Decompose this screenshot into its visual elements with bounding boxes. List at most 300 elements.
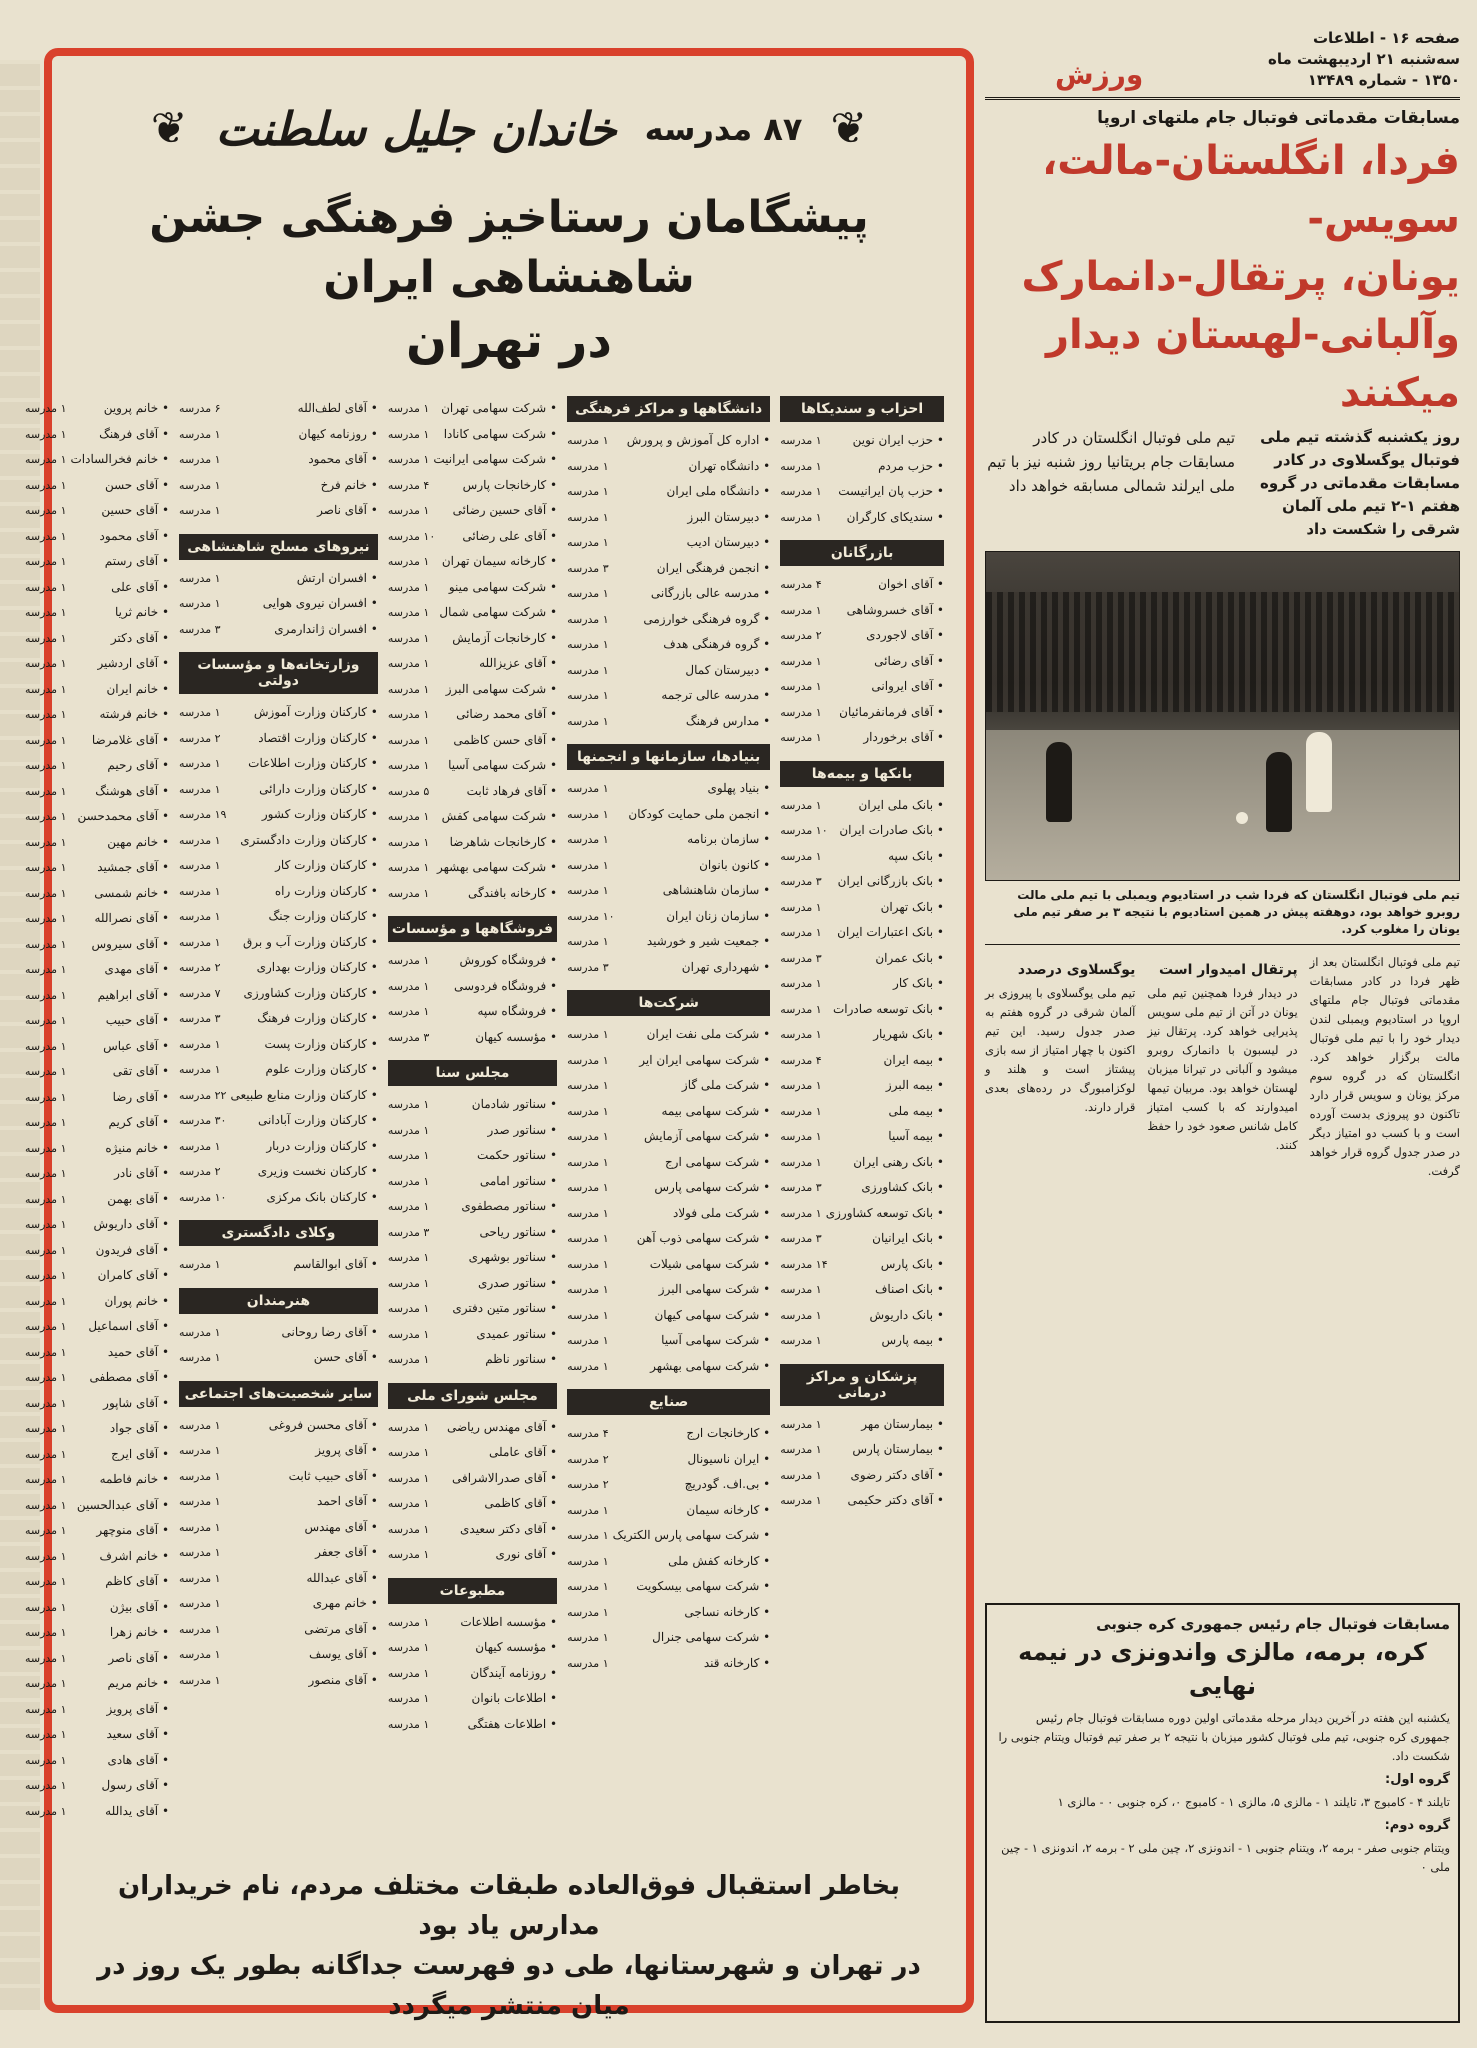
donor-entry xyxy=(25,1544,169,1570)
donor-name: • فروشگاه کوروش xyxy=(459,948,557,974)
donor-entry xyxy=(25,1238,169,1264)
donor-name: • انجمن فرهنگی ایران xyxy=(657,556,770,582)
donor-entry xyxy=(567,530,770,556)
school-quantity: ۱ مدرسه xyxy=(179,782,221,796)
donor-name: • کارکنان نخست وزیری xyxy=(258,1159,378,1185)
school-quantity: ۱۹ مدرسه xyxy=(179,808,227,821)
donor-name: • کارخانجات پارس xyxy=(463,473,557,499)
category-heading: مجلس شورای ملی xyxy=(388,1383,557,1409)
school-quantity: ۱ مدرسه xyxy=(780,1283,822,1296)
school-quantity: ۱ مدرسه xyxy=(567,434,609,447)
donor-entry xyxy=(388,1466,557,1492)
donor-entry xyxy=(567,1625,770,1651)
donor-name: • بانک ملی ایران xyxy=(859,793,944,819)
lead-text: روز یکشنبه گذشته تیم ملی فوتبال یوگسلاوی در کادر مسابقات مقدماتی در گروه هفتم ۱-۲ تیم ملی آلمان شرقی را شکست داد xyxy=(1259,428,1460,538)
donor-name: • آقای مهدی xyxy=(105,957,170,983)
school-quantity: ۱ مدرسه xyxy=(387,1251,430,1264)
donor-name: • خانم ایران xyxy=(106,677,169,703)
school-quantity: ۱ مدرسه xyxy=(387,504,430,517)
school-quantity: ۱ مدرسه xyxy=(24,529,67,543)
school-quantity: ۱ مدرسه xyxy=(567,1529,609,1542)
donor-entry xyxy=(179,1006,378,1032)
school-quantity: ۱ مدرسه xyxy=(179,1597,221,1610)
donor-name: • آقای هادی xyxy=(107,1748,169,1774)
donor-entry xyxy=(25,1136,169,1162)
donor-entry xyxy=(179,1438,378,1464)
donor-entry xyxy=(388,855,557,881)
donor-name: • خانم مهری xyxy=(313,1591,378,1617)
donor-name: • سناتور شادمان xyxy=(472,1092,557,1118)
donor-name: • سناتور مصطفوی xyxy=(461,1194,557,1220)
school-quantity: ۱ مدرسه xyxy=(567,1503,609,1517)
donor-name: • بانک سپه xyxy=(888,844,944,870)
donor-entry xyxy=(567,878,770,904)
donor-name: • آقای داریوش xyxy=(94,1212,170,1238)
donor-name: • فروشگاه فردوسی xyxy=(454,974,557,1000)
lead-subtext: تیم ملی فوتبال انگلستان در کادر مسابقات جام بریتانیا روز شنبه نیز با تیم ملی ایرلند شمالی مسابقه خواهد داد xyxy=(987,429,1235,495)
donor-name: • مدرسه عالی بازرگانی xyxy=(651,581,770,607)
school-quantity: ۱ مدرسه xyxy=(387,1522,430,1536)
donor-name: • آقای اسماعیل xyxy=(88,1314,169,1340)
donor-entry xyxy=(179,802,378,828)
school-quantity: ۱ مدرسه xyxy=(387,979,430,993)
donor-name: • شرکت سهامی ارج xyxy=(665,1150,770,1176)
school-quantity: ۱ مدرسه xyxy=(780,1334,822,1347)
donor-entry xyxy=(25,1722,169,1748)
donor-entry xyxy=(179,396,378,422)
donor-name: • مؤسسه کیهان xyxy=(475,1025,557,1051)
donor-entry xyxy=(179,955,378,981)
donor-name: • شرکت سهامی مینو xyxy=(449,575,557,601)
group-label: گروه اول: xyxy=(1385,1772,1450,1787)
school-quantity: ۳ مدرسه xyxy=(179,622,221,636)
donor-name: • خانم مهین xyxy=(107,830,169,856)
donor-entry xyxy=(388,974,557,1000)
school-quantity: ۳ مدرسه xyxy=(780,951,822,965)
donor-entry xyxy=(388,1542,557,1568)
donor-entry xyxy=(179,1083,378,1109)
donor-name: • آقای حسین xyxy=(101,498,169,524)
ad-footer xyxy=(74,1866,944,2026)
subheading: پرتقال امیدوار است xyxy=(1159,962,1298,978)
school-quantity: ۱ مدرسه xyxy=(780,459,822,473)
school-quantity: ۱ مدرسه xyxy=(567,858,609,872)
donor-name: • آقای فریدون xyxy=(96,1238,169,1264)
donor-entry xyxy=(780,1226,944,1252)
stadium-stand xyxy=(986,592,1459,712)
donor-entry xyxy=(179,1668,378,1694)
school-quantity: ۱ مدرسه xyxy=(567,459,609,473)
donor-name: • دبیرستان البرز xyxy=(687,505,770,531)
school-quantity: ۱ مدرسه xyxy=(24,1320,67,1333)
school-quantity: ۱ مدرسه xyxy=(387,657,430,670)
donor-name: • شرکت سهامی شمال xyxy=(439,600,557,626)
donor-entry xyxy=(780,1328,944,1354)
donor-name: • آقای دکتر سعیدی xyxy=(460,1517,557,1543)
school-quantity: ۱ مدرسه xyxy=(24,427,67,441)
school-quantity: ۱ مدرسه xyxy=(179,1444,221,1457)
donor-name: • آقای سیروس xyxy=(91,932,169,958)
school-quantity: ۱ مدرسه xyxy=(387,861,430,874)
donor-entry xyxy=(567,683,770,709)
category-heading: بانکها و بیمه‌ها xyxy=(780,761,944,787)
donor-entry xyxy=(25,1187,169,1213)
article-column xyxy=(1147,953,1297,1593)
donor-name: • کارخانه کفش ملی xyxy=(668,1549,770,1575)
donor-entry xyxy=(179,591,378,617)
donor-entry xyxy=(179,726,378,752)
donor-name: • کارکنان وزارت کار xyxy=(275,853,378,879)
school-quantity: ۱ مدرسه xyxy=(780,1104,822,1118)
school-quantity: ۱ مدرسه xyxy=(24,708,67,721)
school-quantity: ۱ مدرسه xyxy=(24,1677,67,1690)
donor-name: • دبیرستان کمال xyxy=(685,658,770,684)
donor-entry xyxy=(388,881,557,907)
school-quantity: ۳ مدرسه xyxy=(780,1181,822,1194)
donor-name: • آقای ابراهیم xyxy=(98,983,169,1009)
school-quantity: ۱ مدرسه xyxy=(567,536,609,549)
donor-entry xyxy=(25,1314,169,1340)
donor-entry xyxy=(179,930,378,956)
donor-name: • آقای شاپور xyxy=(103,1391,169,1417)
donor-name: • شرکت سهامی آسیا xyxy=(448,753,557,779)
donor-entry xyxy=(179,1320,378,1346)
group-results: تایلند ۴ - کامبوج ۳، تایلند ۱ - مالزی ۵، مالزی ۱ - کامبوج ۰، کره جنوبی ۰ - مالزی ۱ xyxy=(1057,1795,1450,1809)
donor-name: • بیمارستان مهر xyxy=(861,1412,944,1438)
category-heading: فروشگاهها و مؤسسات xyxy=(388,916,557,942)
donor-entry xyxy=(780,895,944,921)
donor-name: • آقای مهندس ریاضی xyxy=(447,1415,557,1441)
donor-name: • افسران ارتش xyxy=(297,566,378,592)
donor-name: • بیمه ایران xyxy=(884,1048,945,1074)
school-quantity: ۵ مدرسه xyxy=(387,784,430,798)
donor-entry xyxy=(25,830,169,856)
school-quantity: ۱ مدرسه xyxy=(24,682,67,696)
donor-entry xyxy=(388,575,557,601)
school-quantity: ۱ مدرسه xyxy=(387,580,430,594)
donor-name: • آقای ایرج xyxy=(111,1442,169,1468)
donor-name: • بانک شهریار xyxy=(873,1022,944,1048)
school-quantity: ۱ مدرسه xyxy=(24,733,67,747)
article-columns xyxy=(985,953,1460,1593)
donor-name: • آقای تقی xyxy=(113,1059,169,1085)
school-quantity: ۱ مدرسه xyxy=(179,1063,221,1076)
donor-entry xyxy=(25,447,169,473)
donor-entry xyxy=(179,1566,378,1592)
donor-entry xyxy=(567,1099,770,1125)
donor-name: • ایران ناسیونال xyxy=(687,1447,770,1473)
donor-entry xyxy=(179,617,378,643)
donor-entry xyxy=(25,1773,169,1799)
donor-name: • آقای محمود xyxy=(308,447,378,473)
school-quantity: ۱ مدرسه xyxy=(780,1468,822,1482)
school-quantity: ۱ مدرسه xyxy=(24,1294,67,1308)
school-quantity: ۱ مدرسه xyxy=(567,782,609,795)
school-quantity: ۱ مدرسه xyxy=(24,1192,67,1206)
donor-name: • گروه فرهنگی هدف xyxy=(663,632,770,658)
school-quantity: ۱ مدرسه xyxy=(780,705,822,719)
school-quantity: ۲ مدرسه xyxy=(567,1452,609,1466)
donor-entry xyxy=(388,524,557,550)
donor-name: • شرکت سهامی تهران xyxy=(441,396,557,422)
school-quantity: ۱ مدرسه xyxy=(780,485,822,498)
donor-entry xyxy=(567,1277,770,1303)
donor-entry xyxy=(25,1059,169,1085)
school-quantity: ۱ مدرسه xyxy=(387,1123,430,1137)
school-quantity: ۱ مدرسه xyxy=(780,1494,822,1507)
donor-name: • آقای محمود xyxy=(100,524,170,550)
donor-name: • آقای نادر xyxy=(114,1161,169,1187)
donor-entry xyxy=(567,1201,770,1227)
donor-entry xyxy=(388,999,557,1025)
donor-name: • آقای بهمن xyxy=(107,1187,169,1213)
donor-name: • کارکنان وزارت پست xyxy=(264,1032,377,1058)
school-quantity: ۱ مدرسه xyxy=(24,937,67,951)
donor-name: • آقای دکتر xyxy=(111,626,169,652)
school-quantity: ۱ مدرسه xyxy=(179,910,221,923)
donor-entry xyxy=(780,649,944,675)
article-paragraph: تیم ملی فوتبال انگلستان بعد از ظهر فردا در کادر مسابقات مقدماتی فوتبال جام ملتهای اروپا در استادیوم ویمبلی لندن دیدار خود را با تیم ملی فوتبال مالت برگزار خواهد کرد. انگلستان که در گروه سوم مرکز یونان و سویس قرار دارد تاکنون دو پیروزی بدست آورده است و با کسب دو امتیاز دیگر در صدر جدول گروه قرار خواهد گرفت. xyxy=(1309,955,1460,1178)
donor-entry xyxy=(567,802,770,828)
donor-name: • سناتور حکمت xyxy=(477,1143,557,1169)
school-quantity: ۱ مدرسه xyxy=(567,1053,609,1067)
donor-entry xyxy=(25,1646,169,1672)
donor-entry xyxy=(25,932,169,958)
donor-entry xyxy=(25,1161,169,1187)
school-quantity: ۱ مدرسه xyxy=(567,689,609,702)
donor-entry xyxy=(388,447,557,473)
donor-name: • شرکت ملی گاز xyxy=(682,1073,770,1099)
school-quantity: ۱ مدرسه xyxy=(24,759,67,772)
school-quantity: ۱ مدرسه xyxy=(179,504,221,517)
donor-name: • شرکت سهامی ایرانیت xyxy=(433,447,557,473)
donor-entry xyxy=(179,1464,378,1490)
donor-entry xyxy=(25,1799,169,1825)
school-quantity: ۴ مدرسه xyxy=(780,1053,822,1067)
article-kicker: مسابقات مقدماتی فوتبال جام ملتهای اروپا xyxy=(1097,108,1460,128)
school-quantity: ۱ مدرسه xyxy=(24,657,67,670)
school-quantity: ۱ مدرسه xyxy=(179,884,221,898)
subheading: یوگسلاوی درصدد xyxy=(1017,962,1136,978)
donor-entry xyxy=(388,651,557,677)
school-quantity: ۱ مدرسه xyxy=(24,1243,67,1257)
donor-name: • کارکنان وزارت راه xyxy=(275,879,378,905)
school-quantity: ۱ مدرسه xyxy=(24,1651,67,1665)
donor-entry xyxy=(25,753,169,779)
donor-entry xyxy=(179,473,378,499)
school-quantity: ۱ مدرسه xyxy=(387,954,430,967)
donor-entry xyxy=(179,1185,378,1211)
school-quantity: ۱ مدرسه xyxy=(567,1580,609,1593)
box-headline: کره، برمه، مالزی واندونزی در نیمه نهایی xyxy=(1018,1638,1427,1700)
donor-name: • آقای کریم xyxy=(109,1110,170,1136)
school-quantity: ۱ مدرسه xyxy=(780,1079,822,1092)
school-quantity: ۱ مدرسه xyxy=(387,555,430,568)
donor-name: • آقای بیژن xyxy=(110,1595,169,1621)
donor-name: • کارخانه بافندگی xyxy=(468,881,557,907)
donor-name: • بانک تهران xyxy=(881,895,944,921)
donor-entry xyxy=(179,1108,378,1134)
donor-name: • آقای اردشیر xyxy=(97,651,169,677)
donor-name: • کارخانه سیمان xyxy=(686,1498,770,1524)
school-quantity: ۳ مدرسه xyxy=(567,960,609,974)
school-quantity: ۱ مدرسه xyxy=(567,714,609,728)
school-quantity: ۷ مدرسه xyxy=(179,986,221,1000)
masthead xyxy=(985,20,1460,100)
donor-entry xyxy=(179,1345,378,1371)
school-quantity: ۳ مدرسه xyxy=(387,1225,430,1239)
school-quantity: ۳ مدرسه xyxy=(780,875,822,888)
school-quantity: ۱ مدرسه xyxy=(179,859,221,872)
donor-name: • بانک عمران xyxy=(875,946,944,972)
date-line: سه‌شنبه ۲۱ اردیبهشت ماه xyxy=(1268,50,1460,68)
donor-entry xyxy=(567,1048,770,1074)
ad-title-royal: خاندان جلیل سلطنت xyxy=(215,102,617,156)
school-quantity: ۱ مدرسه xyxy=(387,886,430,900)
donor-name: • شرکت سهامی آسیا xyxy=(661,1328,770,1354)
headline-line-2: یونان، پرتقال-دانمارک xyxy=(1021,254,1460,300)
donor-entry xyxy=(25,1697,169,1723)
headline-line-3: وآلبانی-لهستان دیدار میکنند xyxy=(1046,312,1460,416)
donor-entry xyxy=(567,1498,770,1524)
school-quantity: ۱ مدرسه xyxy=(387,1548,430,1561)
donor-name: • سناتور متین دفتری xyxy=(452,1296,557,1322)
donor-entry xyxy=(25,575,169,601)
donor-name: • کارکنان وزارت دادگستری xyxy=(240,828,378,854)
player-figure xyxy=(1266,752,1292,832)
donor-entry xyxy=(179,828,378,854)
donor-entry xyxy=(388,1025,557,1051)
donor-name: • آقای فرهاد ثابت xyxy=(467,779,557,805)
school-quantity: ۱ مدرسه xyxy=(780,1417,822,1431)
school-quantity: ۱ مدرسه xyxy=(24,1498,67,1512)
school-quantity: ۱ مدرسه xyxy=(387,606,430,619)
school-quantity: ۱ مدرسه xyxy=(780,1130,822,1143)
donor-entry xyxy=(179,1159,378,1185)
donor-name: • بانک داریوش xyxy=(870,1303,944,1329)
school-quantity: ۱ مدرسه xyxy=(179,1571,221,1585)
donor-column xyxy=(179,396,378,1856)
school-quantity: ۱ مدرسه xyxy=(780,977,822,990)
donor-entry xyxy=(567,1328,770,1354)
school-quantity: ۱ مدرسه xyxy=(179,1325,221,1339)
donor-name: • کارکنان وزارت بهداری xyxy=(257,955,378,981)
school-quantity: ۱ مدرسه xyxy=(24,1804,67,1818)
school-quantity: ۱ مدرسه xyxy=(24,580,67,594)
school-quantity: ۱ مدرسه xyxy=(387,1615,430,1629)
donor-entry xyxy=(567,1226,770,1252)
school-quantity: ۱ مدرسه xyxy=(387,1327,430,1341)
school-quantity: ۱۰ مدرسه xyxy=(179,1190,227,1204)
donor-entry xyxy=(388,1271,557,1297)
donor-entry xyxy=(388,728,557,754)
donor-name: • آقای محمد رضائی xyxy=(456,702,557,728)
school-quantity: ۱ مدرسه xyxy=(387,1174,430,1188)
article-headline xyxy=(985,132,1460,422)
donor-name: • کارکنان وزارت آموزش xyxy=(254,700,378,726)
section-title: ورزش xyxy=(1055,58,1144,91)
school-quantity: ۱ مدرسه xyxy=(387,1005,430,1018)
donor-entry xyxy=(179,904,378,930)
donor-name: • آقای پرویز xyxy=(315,1438,378,1464)
donor-entry xyxy=(388,779,557,805)
donor-name: • آقای علی xyxy=(111,575,169,601)
school-quantity: ۱ مدرسه xyxy=(387,835,430,849)
donor-entry xyxy=(780,1463,944,1489)
donor-entry xyxy=(388,753,557,779)
donor-entry xyxy=(780,479,944,505)
school-quantity: ۱ مدرسه xyxy=(567,1334,609,1347)
donor-name: • کارخانه نساجی xyxy=(684,1600,770,1626)
donor-entry xyxy=(25,1289,169,1315)
school-quantity: ۳ مدرسه xyxy=(780,1232,822,1245)
school-quantity: ۴ مدرسه xyxy=(567,1427,609,1440)
donor-name: • کانون بانوان xyxy=(699,853,770,879)
donor-name: • روزنامه آیندگان xyxy=(470,1661,557,1687)
school-quantity: ۱ مدرسه xyxy=(567,1181,609,1194)
school-quantity: ۱ مدرسه xyxy=(387,427,430,441)
school-quantity: ۱ مدرسه xyxy=(179,1418,221,1432)
donor-entry xyxy=(780,869,944,895)
donor-entry xyxy=(179,498,378,524)
donor-name: • بانک توسعه صادرات xyxy=(833,997,944,1023)
donor-entry xyxy=(780,1099,944,1125)
school-quantity: ۱ مدرسه xyxy=(567,510,609,524)
donor-entry xyxy=(25,983,169,1009)
school-quantity: ۱ مدرسه xyxy=(24,988,67,1002)
donor-name: • کارخانه قند xyxy=(704,1651,770,1677)
donor-entry xyxy=(388,1169,557,1195)
donor-name: • آقای خسروشاهی xyxy=(847,598,944,624)
donor-name: • سندیکای کارگران xyxy=(847,505,944,531)
donor-name: • سازمان زنان ایران xyxy=(666,904,770,930)
school-quantity: ۱ مدرسه xyxy=(387,631,430,645)
donor-name: • شرکت سهامی ذوب آهن xyxy=(637,1226,770,1252)
donor-name: • خانم پروین xyxy=(104,396,169,422)
donor-name: • سناتور ریاحی xyxy=(480,1220,558,1246)
donor-name: • کارکنان وزارت منابع طبیعی xyxy=(230,1083,377,1109)
donor-entry xyxy=(567,1421,770,1447)
player-figure xyxy=(1046,742,1072,822)
school-quantity: ۱ مدرسه xyxy=(387,1149,430,1162)
school-quantity: ۱ مدرسه xyxy=(387,1692,430,1705)
donor-entry xyxy=(25,1569,169,1595)
ad-title-main: پیشگامان رستاخیز فرهنگی جشن شاهنشاهی ایران xyxy=(149,192,869,303)
donor-name: • آقای علی رضائی xyxy=(462,524,557,550)
donor-name: • آقای مصطفی xyxy=(89,1365,169,1391)
donor-entry xyxy=(388,804,557,830)
ad-title-city: در تهران xyxy=(406,313,612,369)
school-quantity: ۱ مدرسه xyxy=(387,453,430,466)
donor-name: • بیمه ملی xyxy=(889,1099,944,1125)
school-quantity: ۱ مدرسه xyxy=(24,1345,67,1359)
group-label: گروه دوم: xyxy=(1384,1818,1450,1833)
school-quantity: ۱ مدرسه xyxy=(24,1167,67,1180)
donor-name: • سناتور بوشهری xyxy=(469,1245,558,1271)
donor-name: • بانک صادرات ایران xyxy=(839,818,944,844)
donor-entry xyxy=(25,1493,169,1519)
donor-entry xyxy=(567,454,770,480)
donor-entry xyxy=(567,709,770,735)
donor-entry xyxy=(388,1347,557,1373)
donor-name: • آقای هوشنگ xyxy=(95,779,169,805)
donor-entry xyxy=(25,677,169,703)
school-quantity: ۱ مدرسه xyxy=(780,1443,822,1456)
donor-name: • آقای حسن xyxy=(105,473,169,499)
donor-name: • خانم شمسی xyxy=(94,881,169,907)
school-quantity: ۱ مدرسه xyxy=(387,1717,430,1731)
donor-name: • حزب ایران نوین xyxy=(853,428,944,454)
